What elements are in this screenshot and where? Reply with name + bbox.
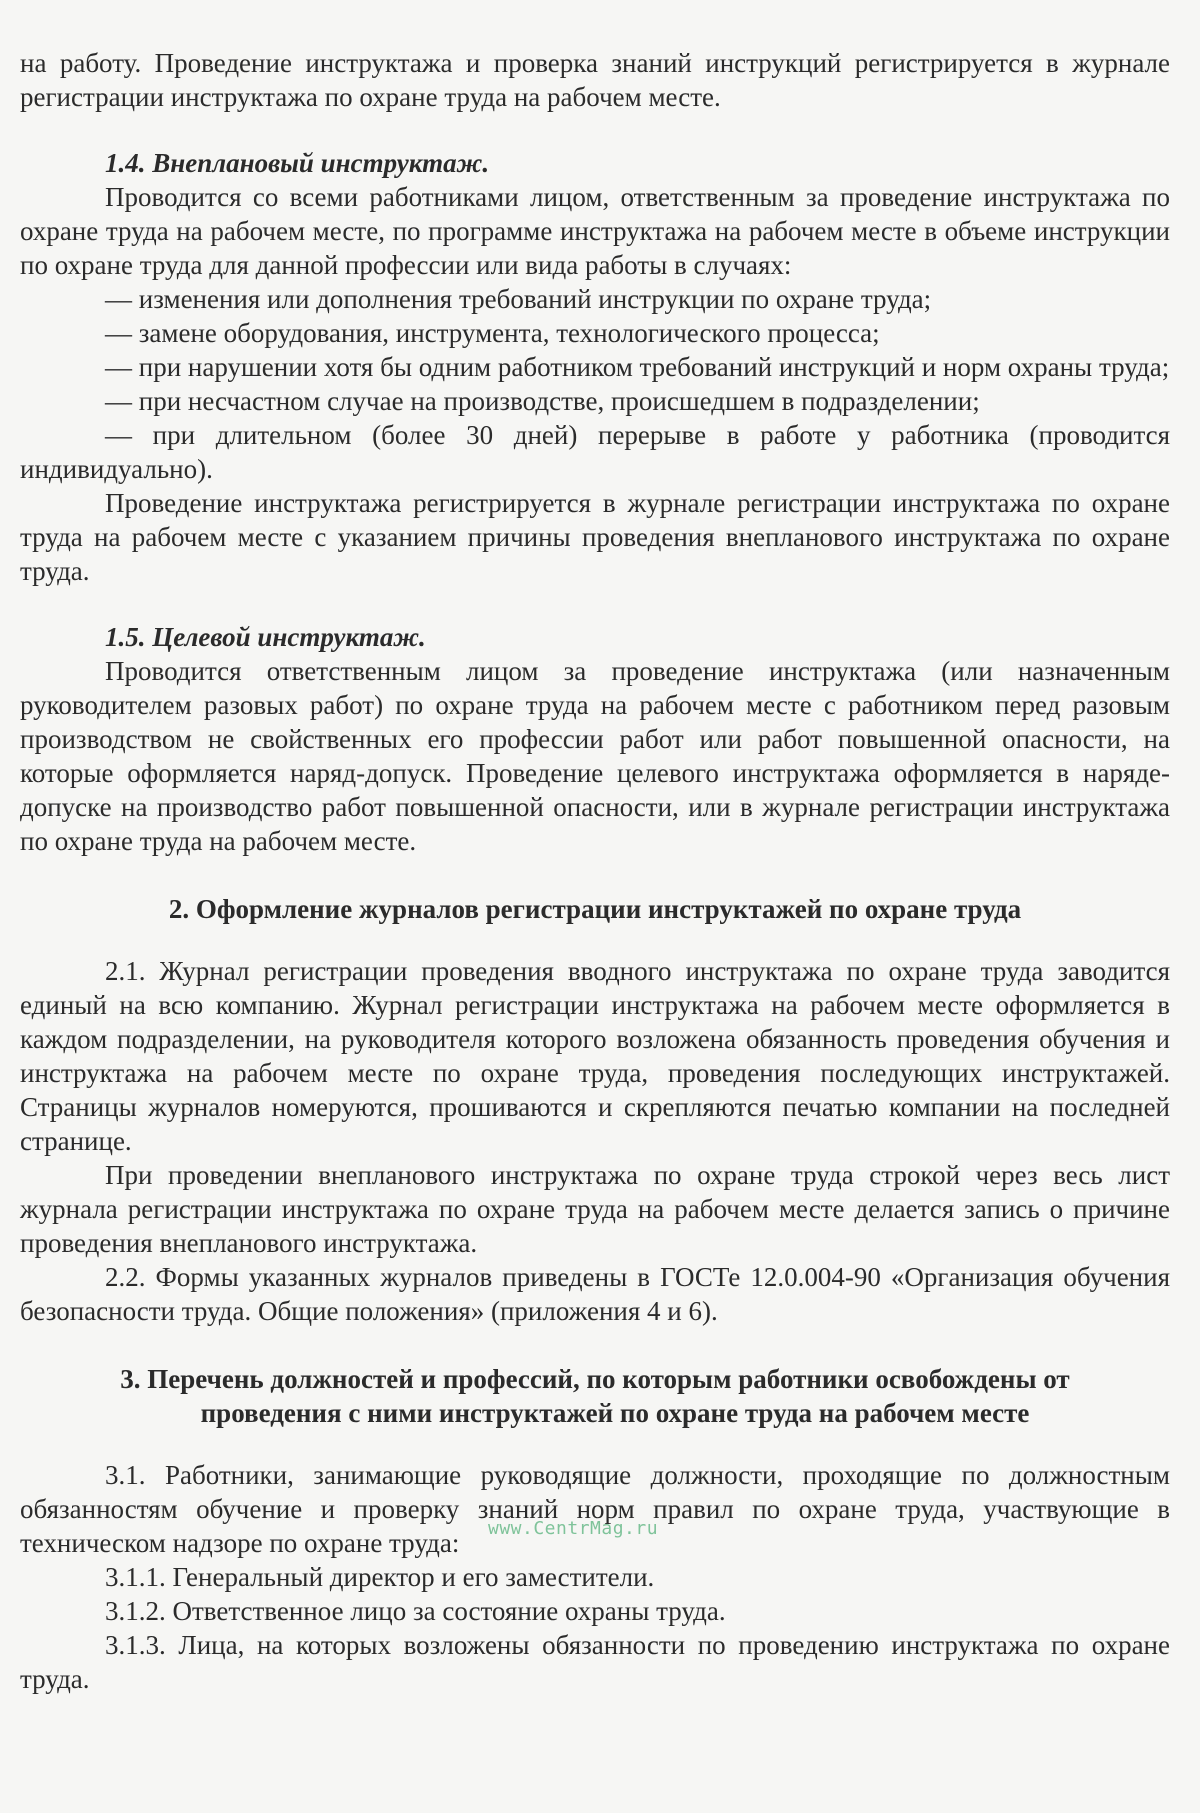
section-1-5-text: Проводится ответственным лицом за проведение инструктажа (или назначенным руководителем разовых работ) по охране труда на рабочем месте с работником перед разовым производством не свойственных его профессии работ или работ повышенной опасности, на которые оформляется наряд-допуск. Проведение целевого инструктажа оформляется в наряде-допуске на производство работ повышенной опасности, или в журнале регистрации инструктажа по охране труда на рабочем месте. xyxy=(20,656,1170,856)
section-3-item-1: 3.1.1. Генеральный директор и его заместители. xyxy=(105,1562,655,1592)
section-1-4-closing: Проведение инструктажа регистрируется в журнале регистрации инструктажа по охране труда на рабочем месте с указанием причины проведения внепланового инструктажа по охране труда. xyxy=(20,488,1170,586)
list-item: — изменения или дополнения требований инструкции по охране труда; xyxy=(105,284,932,314)
list-item: — при нарушении хотя бы одним работником требований инструкций и норм охраны труда; xyxy=(105,352,1170,382)
section-2-heading: 2. Оформление журналов регистрации инструктажей по охране труда xyxy=(168,894,1022,924)
intro-paragraph: на работу. Проведение инструктажа и проверка знаний инструкций регистрируется в журнале регистрации инструктажа по охране труда на рабочем месте. xyxy=(20,48,1170,112)
watermark: www.CentrMag.ru xyxy=(488,1518,659,1539)
list-item: — при несчастном случае на производстве, происшедшем в подразделении; xyxy=(105,386,980,416)
section-3-heading-line-2: проведения с ними инструктажей по охране труда на рабочем месте xyxy=(200,1398,1030,1428)
section-1-5-title: 1.5. Целевой инструктаж. xyxy=(105,622,426,652)
list-item: — при длительном (более 30 дней) перерыве в работе у работника (проводится индивидуально). xyxy=(20,420,1170,484)
section-2-paragraph-2: При проведении внепланового инструктажа по охране труда строкой через весь лист журнала регистрации инструктажа по охране труда на рабочем месте делается запись о причине проведения внепланового инструктажа. xyxy=(20,1160,1170,1258)
document-body xyxy=(20,46,1170,1696)
section-1-4-title: 1.4. Внеплановый инструктаж. xyxy=(105,148,490,178)
section-2-paragraph-1: 2.1. Журнал регистрации проведения вводного инструктажа по охране труда заводится единый на всю компанию. Журнал регистрации инструктажа на рабочем месте оформляется в каждом подразделении, на руководителя которого возложена обязанность проведения обучения и инструктажа на рабочем месте по охране труда, проведения последующих инструктажей. Страницы журналов номеруются, прошиваются и скрепляются печатью компании на последней странице. xyxy=(20,956,1170,1156)
section-3-heading-line-1: 3. Перечень должностей и профессий, по которым работники освобождены от xyxy=(120,1364,1070,1394)
section-3-paragraph-1: 3.1. Работники, занимающие руководящие должности, проходящие по должностным обязанностям обучение и проверку знаний норм правил по охране труда, участвующие в техническом надзоре по охране труда: xyxy=(20,1460,1170,1558)
section-2-paragraph-3: 2.2. Формы указанных журналов приведены в ГОСТе 12.0.004-90 «Организация обучения безопасности труда. Общие положения» (приложения 4 и 6). xyxy=(20,1262,1170,1326)
section-3-item-3: 3.1.3. Лица, на которых возложены обязанности по проведению инструктажа по охране труда. xyxy=(20,1630,1170,1694)
section-3-heading xyxy=(20,1362,1170,1430)
list-item: — замене оборудования, инструмента, технологического процесса; xyxy=(105,318,880,348)
section-1-4-intro: Проводится со всеми работниками лицом, ответственным за проведение инструктажа по охране труда на рабочем месте, по программе инструктажа на рабочем месте в объеме инструкции по охране труда для данной профессии или вида работы в случаях: xyxy=(20,182,1170,280)
section-3-item-2: 3.1.2. Ответственное лицо за состояние охраны труда. xyxy=(105,1596,726,1626)
